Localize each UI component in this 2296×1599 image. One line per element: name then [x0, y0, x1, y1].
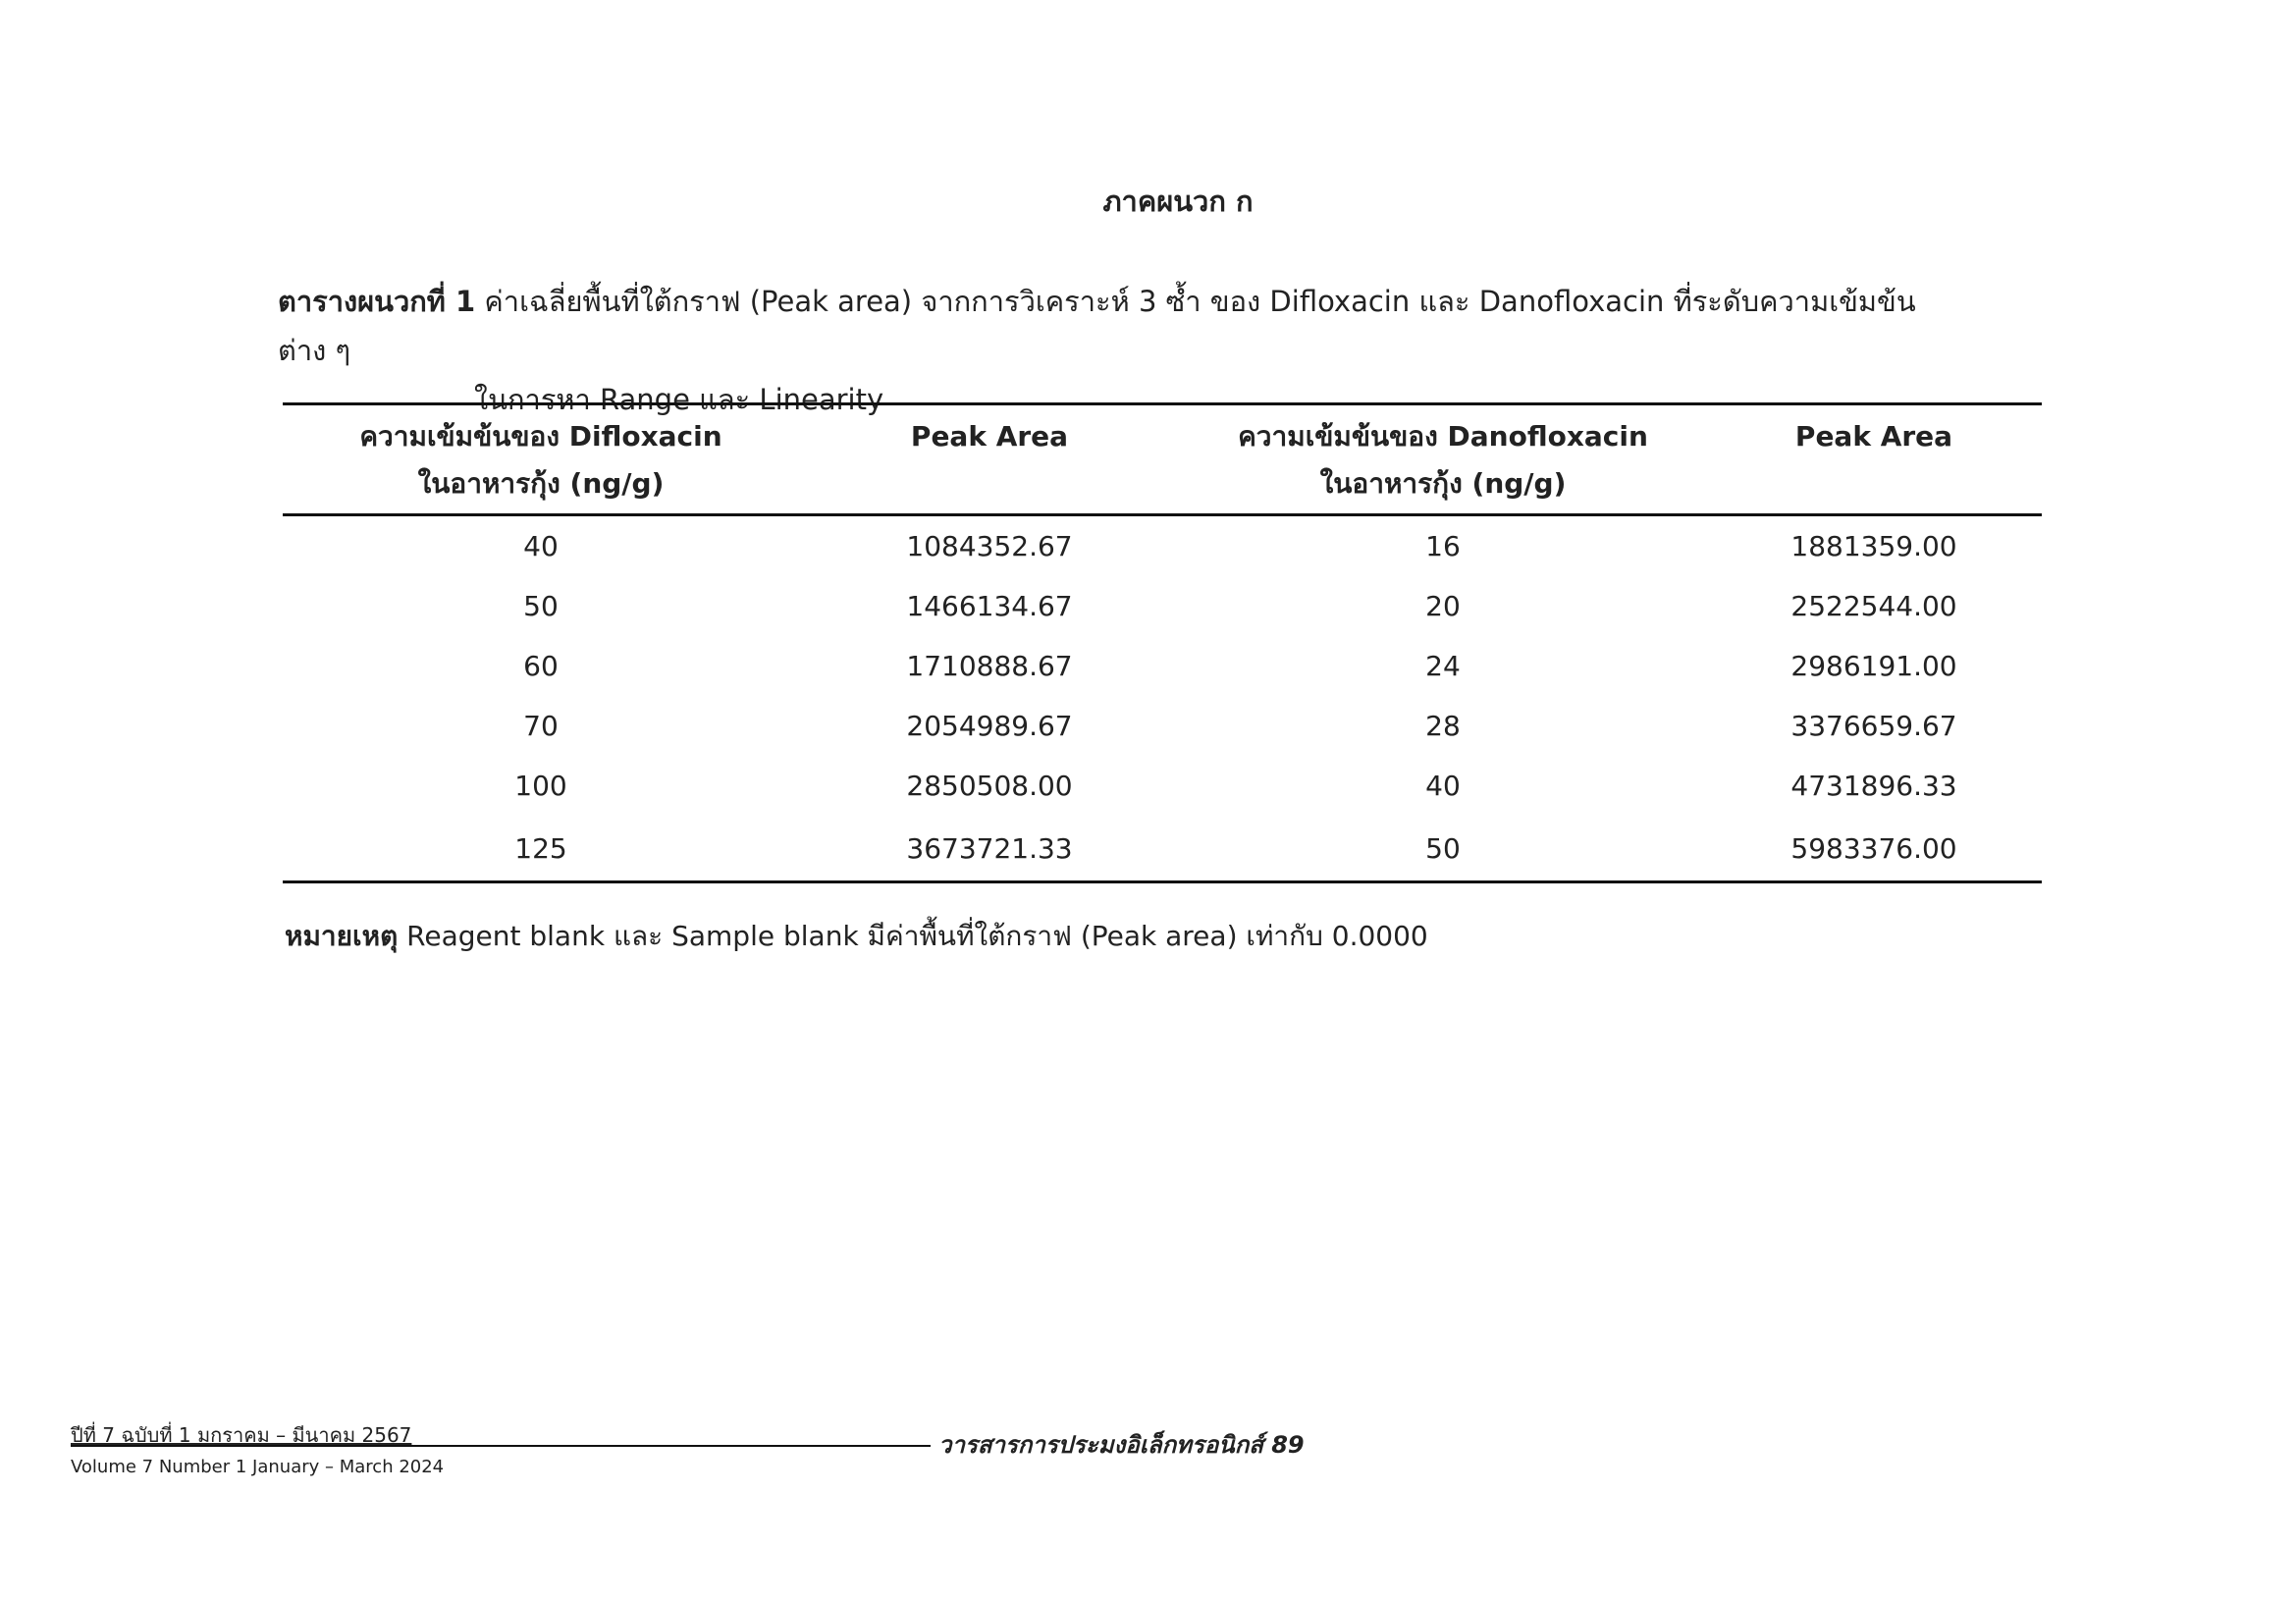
header-line1: ความเข้มข้นของ Difloxacin — [359, 420, 722, 453]
header-line1: ความเข้มข้นของ Danofloxacin — [1238, 420, 1648, 453]
cell-difloxacin-peak-area: 1710888.67 — [906, 650, 1073, 682]
cell-difloxacin-concentration: 40 — [523, 530, 559, 562]
table-note — [285, 915, 1428, 958]
table-row — [283, 756, 2042, 816]
header-line2: ในอาหารกุ้ง (ng/g) — [417, 467, 665, 500]
cell-danofloxacin-peak-area: 1881359.00 — [1790, 530, 1957, 562]
cell-danofloxacin-concentration: 40 — [1425, 770, 1461, 802]
cell-difloxacin-peak-area: 3673721.33 — [799, 816, 1180, 882]
table-header-row — [283, 404, 2042, 515]
footer-issue-english: Volume 7 Number 1 January – March 2024 — [71, 1457, 445, 1477]
cell-danofloxacin-concentration: 16 — [1425, 530, 1461, 562]
cell-difloxacin-concentration: 125 — [283, 816, 799, 882]
note-text: Reagent blank และ Sample blank มีค่าพื้นที่ใต้กราฟ (Peak area) เท่ากับ 0.0000 — [406, 920, 1428, 952]
cell-difloxacin-peak-area: 2850508.00 — [906, 770, 1073, 802]
header-danofloxacin-peak-area — [1706, 404, 2042, 515]
cell-danofloxacin-concentration: 50 — [1180, 816, 1706, 882]
cell-danofloxacin-peak-area: 2522544.00 — [1790, 590, 1957, 622]
header-difloxacin-peak-area — [799, 404, 1180, 515]
cell-danofloxacin-concentration: 28 — [1425, 710, 1461, 742]
table-row — [283, 576, 2042, 636]
cell-difloxacin-concentration: 60 — [523, 650, 559, 682]
header-line1: Peak Area — [1794, 420, 1953, 453]
cell-danofloxacin-peak-area: 4731896.33 — [1790, 770, 1957, 802]
cell-danofloxacin-peak-area: 5983376.00 — [1706, 816, 2042, 882]
cell-difloxacin-peak-area: 2054989.67 — [906, 710, 1073, 742]
caption-text-line2: ในการหา Range และ Linearity — [474, 383, 884, 416]
cell-danofloxacin-concentration: 20 — [1425, 590, 1461, 622]
peak-area-table — [283, 402, 2042, 883]
cell-difloxacin-peak-area: 1084352.67 — [906, 530, 1073, 562]
cell-danofloxacin-concentration: 24 — [1425, 650, 1461, 682]
header-line1: Peak Area — [910, 420, 1069, 453]
caption-text-line1: ค่าเฉลี่ยพื้นที่ใต้กราฟ (Peak area) จากการวิเคราะห์ 3 ซ้ำ ของ Difloxacin และ Danofloxacin ที่ระดับความเข้มข้นต่าง ๆ — [278, 285, 1916, 367]
header-line2: ในอาหารกุ้ง (ng/g) — [1319, 467, 1567, 500]
table-row — [283, 636, 2042, 696]
caption-label: ตารางผนวกที่ 1 — [278, 285, 476, 318]
footer-rule — [71, 1445, 931, 1447]
cell-difloxacin-concentration: 70 — [523, 710, 559, 742]
footer-journal-page: วารสารการประมงอิเล็กทรอนิกส์ 89 — [938, 1431, 1305, 1459]
appendix-heading: ภาคผนวก ก — [1102, 185, 1254, 218]
header-danofloxacin-concentration — [1180, 404, 1706, 515]
cell-danofloxacin-peak-area: 3376659.67 — [1790, 710, 1957, 742]
note-label: หมายเหตุ — [285, 920, 399, 952]
cell-difloxacin-peak-area: 1466134.67 — [906, 590, 1073, 622]
cell-difloxacin-concentration: 100 — [514, 770, 567, 802]
table-row — [283, 816, 2042, 882]
table-row — [283, 515, 2042, 577]
table-row — [283, 696, 2042, 756]
header-difloxacin-concentration — [283, 404, 799, 515]
cell-danofloxacin-peak-area: 2986191.00 — [1790, 650, 1957, 682]
cell-difloxacin-concentration: 50 — [523, 590, 559, 622]
footer-issue-thai: ปีที่ 7 ฉบับที่ 1 มกราคม – มีนาคม 2567 — [71, 1423, 412, 1447]
